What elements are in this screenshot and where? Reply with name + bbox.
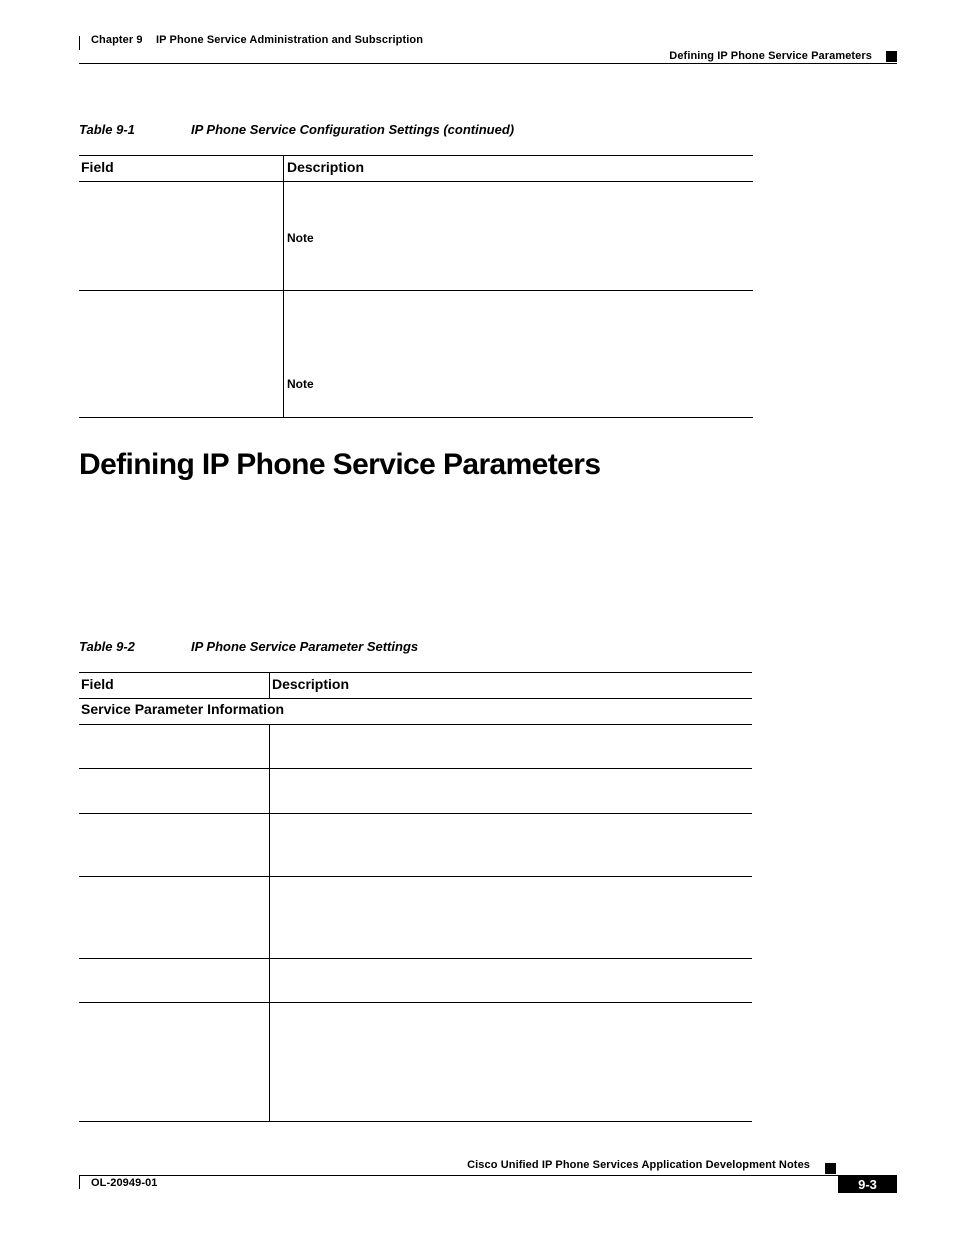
header-rule: [79, 63, 897, 64]
header-section-title: Defining IP Phone Service Parameters: [669, 50, 872, 62]
table1-row2-note-label: Note: [287, 377, 314, 391]
table1-bottom-rule: [79, 417, 753, 418]
table2-row-rule-5: [79, 1002, 752, 1003]
table1-caption-number: Table 9-1: [79, 122, 135, 137]
header-left-rule: [79, 36, 80, 50]
table2-header-field: Field: [81, 676, 114, 692]
table1-header-field: Field: [81, 159, 114, 175]
table2-caption-number: Table 9-2: [79, 639, 135, 654]
table1-row1-note-label: Note: [287, 231, 314, 245]
table1-caption-title: IP Phone Service Configuration Settings (continued): [191, 122, 515, 137]
table2-header-description: Description: [272, 676, 350, 692]
table2-bottom-rule: [79, 1121, 752, 1122]
footer-marker-block: [825, 1163, 836, 1174]
table1-top-rule: [79, 155, 753, 156]
table1-row-rule: [79, 290, 753, 291]
table2-row-rule-4: [79, 958, 752, 959]
header-marker-block: [886, 51, 897, 62]
header-chapter-label: Chapter 9: [91, 34, 143, 46]
table2-row-rule-2: [79, 813, 752, 814]
table2-row-rule-1: [79, 768, 752, 769]
table2-row-rule-3: [79, 876, 752, 877]
table1-header-rule: [79, 181, 753, 182]
footer-doc-title: Cisco Unified IP Phone Services Application Development Notes: [467, 1159, 810, 1171]
table2-column-divider: [269, 724, 270, 1121]
footer-doc-number: OL-20949-01: [91, 1177, 158, 1189]
table2-top-rule: [79, 672, 752, 673]
footer-left-rule: [79, 1175, 80, 1189]
table1-column-divider: [283, 155, 284, 417]
table2-group-rule: [79, 724, 752, 725]
table2-group-row-label: Service Parameter Information: [81, 701, 285, 717]
footer-rule: [79, 1175, 897, 1176]
footer-page-number: 9-3: [838, 1175, 897, 1193]
table2-header-divider: [269, 672, 270, 698]
table1-header-description: Description: [287, 159, 365, 175]
header-chapter-title: IP Phone Service Administration and Subscription: [156, 34, 424, 46]
table2-header-rule: [79, 698, 752, 699]
section-heading: Defining IP Phone Service Parameters: [79, 448, 601, 481]
table2-caption-title: IP Phone Service Parameter Settings: [191, 639, 419, 654]
